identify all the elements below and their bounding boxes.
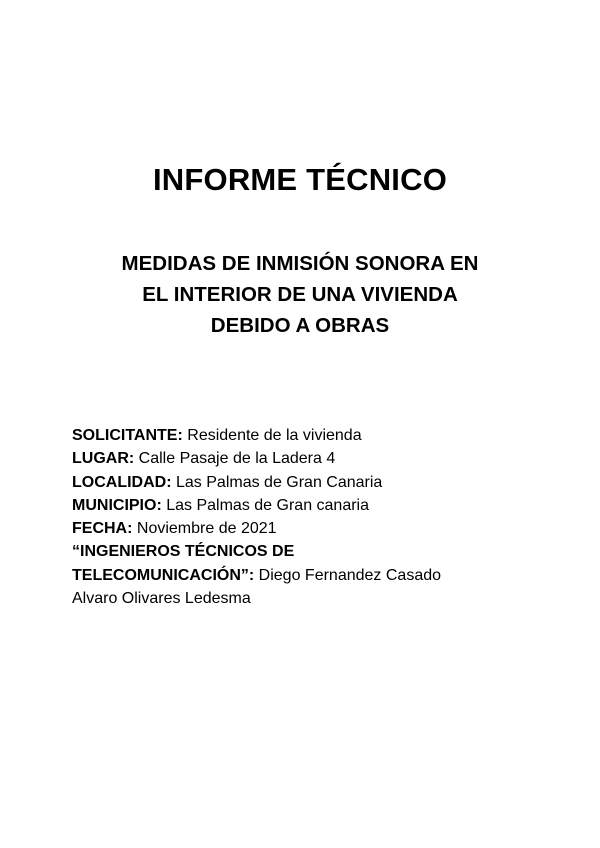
subtitle-line-2: EL INTERIOR DE UNA VIVIENDA	[142, 283, 458, 306]
fecha-label: FECHA:	[72, 520, 133, 538]
ingenieros-row	[72, 564, 542, 587]
lugar-row	[72, 447, 542, 470]
municipio-label: MUNICIPIO:	[72, 496, 162, 514]
localidad-row	[72, 471, 542, 494]
ingeniero-row-2	[72, 587, 542, 610]
lugar-label: LUGAR:	[72, 450, 135, 468]
report-info-block	[72, 424, 542, 610]
fecha-value: Noviembre de 2021	[136, 520, 277, 538]
localidad-label: LOCALIDAD:	[72, 473, 172, 491]
municipio-value: Las Palmas de Gran canaria	[166, 496, 370, 514]
solicitante-row	[72, 424, 542, 447]
lugar-value: Calle Pasaje de la Ladera 4	[138, 450, 336, 468]
ingenieros-label-row	[72, 540, 542, 563]
fecha-row	[72, 517, 542, 540]
report-subtitle	[60, 248, 540, 341]
municipio-row	[72, 494, 542, 517]
solicitante-value: Residente de la vivienda	[187, 427, 362, 444]
subtitle-line-1: MEDIDAS DE INMISIÓN SONORA EN	[121, 252, 479, 275]
ingenieros-label-line-2: TELECOMUNICACIÓN”:	[72, 566, 255, 584]
localidad-value: Las Palmas de Gran Canaria	[176, 473, 383, 491]
report-title: INFORME TÉCNICO	[152, 162, 448, 197]
ingeniero-name-2: Alvaro Olivares Ledesma	[72, 590, 251, 608]
solicitante-label: SOLICITANTE:	[72, 427, 183, 444]
ingeniero-name-1: Diego Fernandez Casado	[258, 566, 442, 584]
subtitle-line-3: DEBIDO A OBRAS	[210, 314, 390, 337]
ingenieros-label-line-1: “INGENIEROS TÉCNICOS DE	[72, 543, 295, 561]
